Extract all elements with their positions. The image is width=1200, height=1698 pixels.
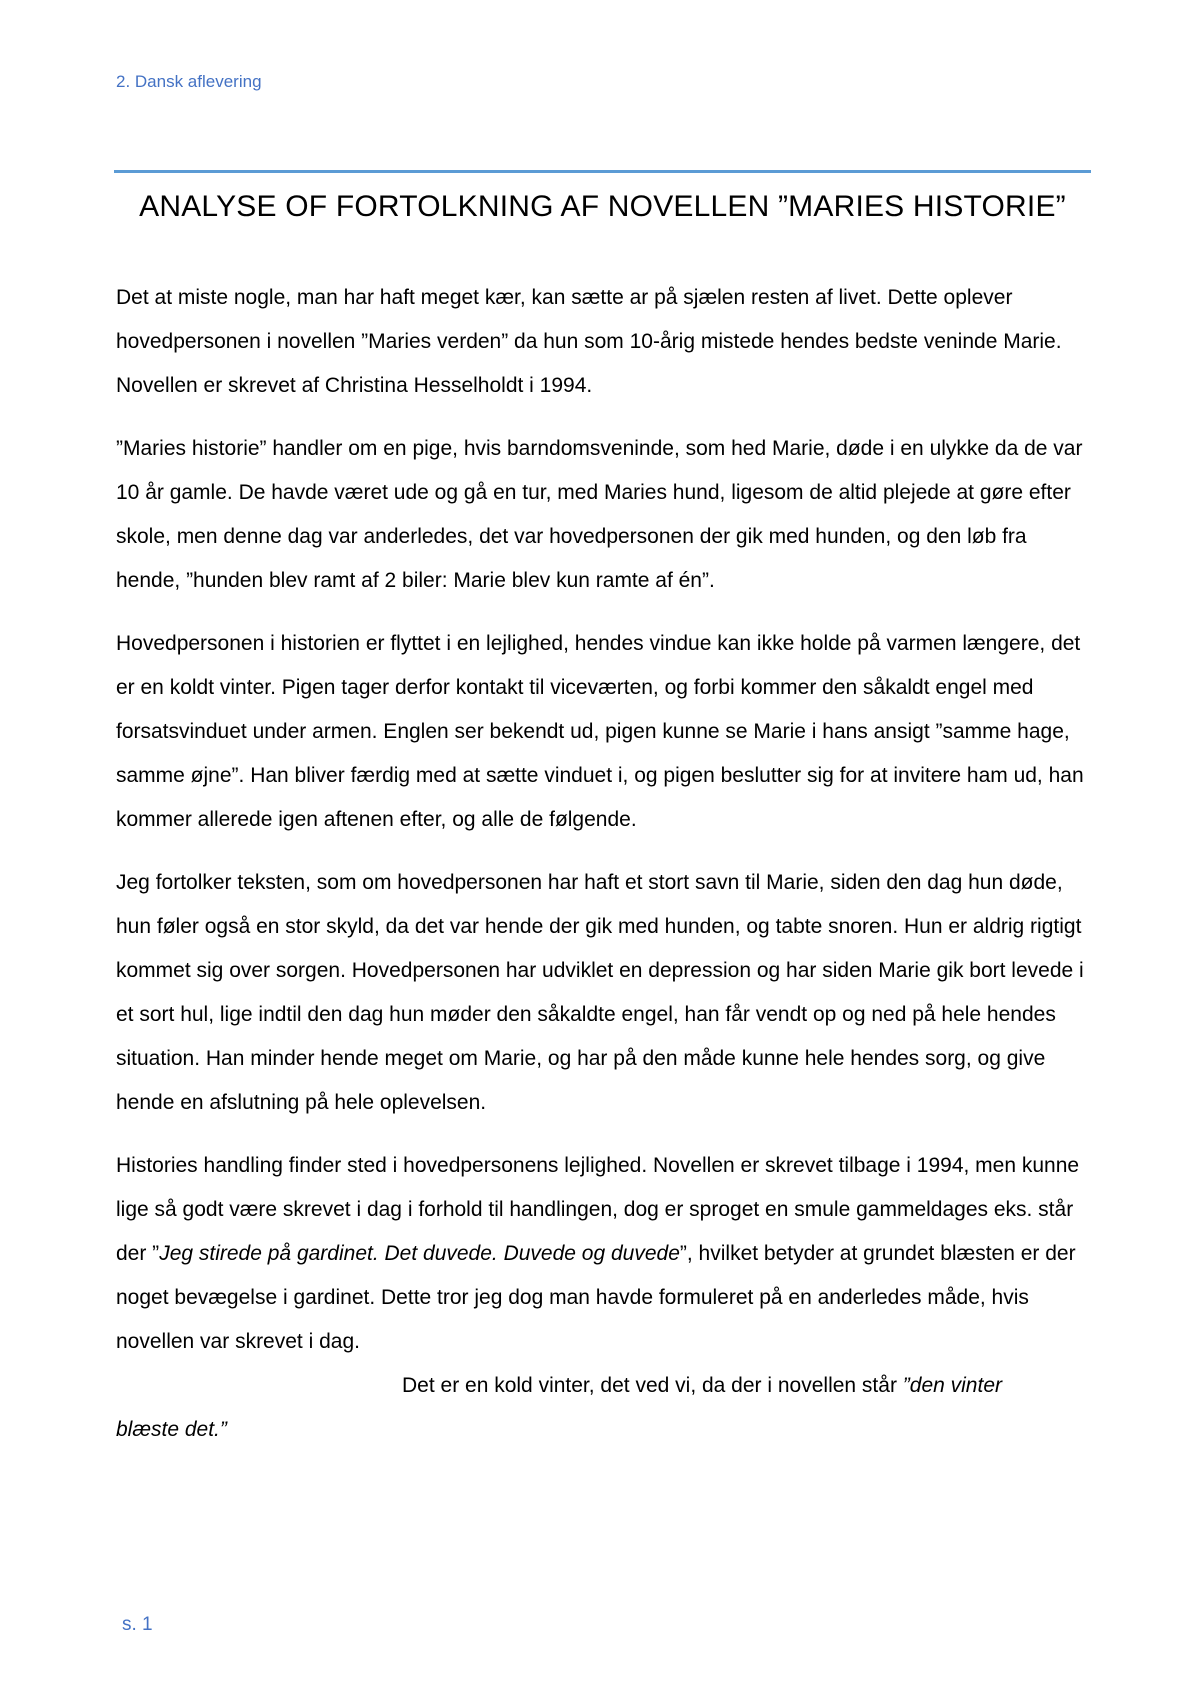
paragraph-intro: Det at miste nogle, man har haft meget kær, kan sætte ar på sjælen resten af livet. Dette oplever hovedpersonen i novellen ”Maries verden” da hun som 10-årig mistede hendes bedste veninde Marie. Novellen er skrevet af Christina Hesselholdt i 1994. (116, 286, 1062, 397)
paragraph-plot-summary: ”Maries historie” handler om en pige, hvis barndomsveninde, som hed Marie, døde i en ulykke da de var 10 år gamle. De havde været ude og gå en tur, med Maries hund, ligesom de altid plejede at gøre efter skole, men denne dag var anderledes, det var hovedpersonen der gik med hunden, og den løb fra hende, ”hunden blev ramt af 2 biler: Marie blev kun ramte af én”. (116, 437, 1083, 592)
paragraph-winter-line-1 (116, 1374, 1002, 1397)
paragraph-language-quote: Jeg stirede på gardinet. Det duvede. Duvede og duvede (159, 1242, 680, 1265)
paragraph-winter-text: Det er en kold vinter, det ved vi, da der i novellen står (402, 1374, 903, 1397)
paragraph-language-text-1: Histories handling finder sted i hovedpersonens lejlighed. Novellen er skrevet tilbage i 1994, men kunne lige så godt være skrevet i dag i forhold til handlingen, dog er sproget en smule gammeldages eks. står der ” (116, 1154, 1080, 1265)
document-header: 2. Dansk aflevering (116, 72, 262, 91)
paragraph-winter-quote-1: ”den vinter (902, 1374, 1002, 1397)
paragraph-setting: Hovedpersonen i historien er flyttet i en lejlighed, hendes vindue kan ikke holde på varmen længere, det er en koldt vinter. Pigen tager derfor kontakt til viceværten, og forbi kommer den såkaldt engel med forsatsvinduet under armen. Englen ser bekendt ud, pigen kunne se Marie i hans ansigt ”samme hage, samme øjne”. Han bliver færdig med at sætte vinduet i, og pigen beslutter sig for at invitere ham ud, han kommer allerede igen aftenen efter, og alle de følgende. (116, 632, 1084, 831)
paragraph-winter-quote-2: blæste det.” (116, 1418, 227, 1441)
paragraph-interpretation: Jeg fortolker teksten, som om hovedpersonen har haft et stort savn til Marie, siden den dag hun døde, hun føler også en stor skyld, da det var hende der gik med hunden, og tabte snoren. Hun er aldrig rigtigt kommet sig over sorgen. Hovedpersonen har udviklet en depression og har siden Marie gik bort levede i et sort hul, lige indtil den dag hun møder den såkaldte engel, han får vendt op og ned på hele hendes situation. Han minder hende meget om Marie, og har på den måde kunne hele hendes sorg, og give hende en afslutning på hele oplevelsen. (116, 871, 1084, 1114)
paragraph-language (116, 1144, 1096, 1364)
document-title: ANALYSE OF FORTOLKNING AF NOVELLEN ”MARIES HISTORIE” (139, 190, 1066, 223)
title-divider (114, 170, 1091, 173)
document-body (116, 276, 1096, 1452)
paragraph-winter (116, 1364, 1096, 1452)
paragraph-language-text-2: ”, hvilket betyder at grundet blæsten er der noget bevægelse i gardinet. Dette tror jeg dog man havde formuleret på en anderledes måde, hvis novellen var skrevet i dag. (116, 1242, 1076, 1353)
page-number: s. 1 (122, 1614, 153, 1635)
